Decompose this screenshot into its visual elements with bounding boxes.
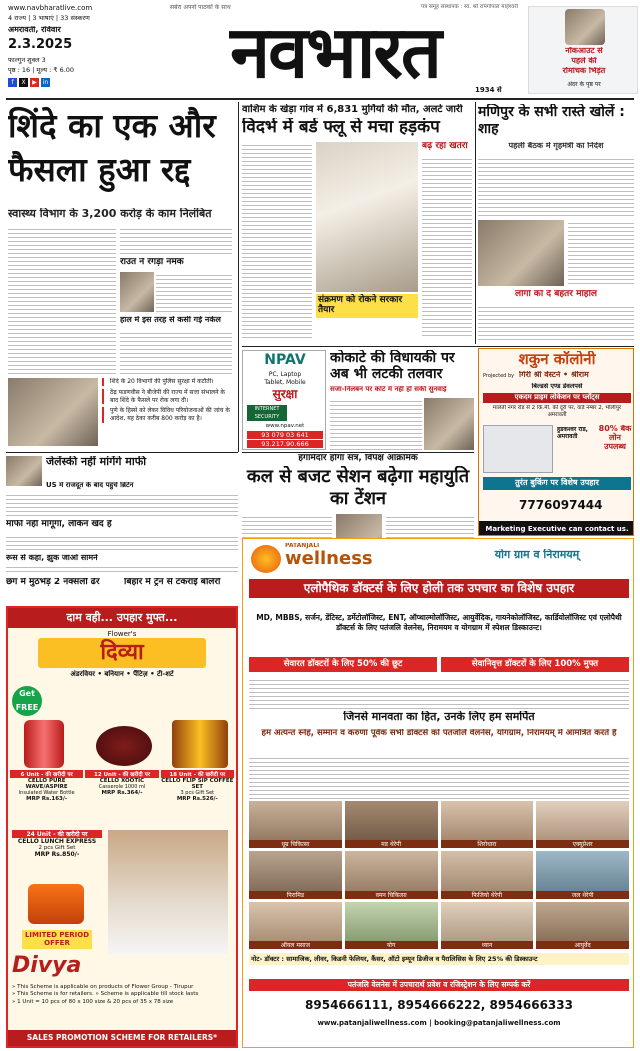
lead-bullets [102, 378, 232, 448]
shakun-headline: एकदम प्राइम लोकेशन पर प्लॉट्स [483, 393, 631, 403]
wellness-note: नोट- डॉक्टर : सामाजिक, लीवर, किडनी फेलियर, कैंसर, ऑटो इम्यून डिजीज व पैरालिसिस के लिए 25% की डिस्काउन्ट [249, 953, 629, 965]
npav-brand: NPAV [264, 353, 306, 368]
shakun-detail: मालती नगर रोड से 2 कि.मी. की दूरी पर, वार्ड नम्बर 2, भीलीपुर अमरावती [492, 405, 622, 419]
raut-photo [120, 272, 154, 312]
shakun-road: हुडकेश्वर रोड, अमरावती [557, 427, 588, 440]
zelensky-body-3 [6, 564, 238, 574]
tagline: सबेरा अपनो पाठकों के साथ [170, 4, 231, 11]
offer-item: CELLO LUNCH EXPRESS [17, 838, 97, 845]
shakun-brand: शकुन कॉलोनी [518, 351, 596, 368]
wellness-tagline: योग ग्राम व निरामयम् [494, 549, 580, 561]
lead-photo-caption-area [120, 226, 232, 256]
therapy-label: ऑयल मसाज [249, 941, 342, 949]
manipur-headline: मणिपुर के सभी रास्ते खोलें : शाह [478, 104, 625, 137]
wellness-intro-body [249, 677, 629, 709]
npav-badge: INTERNET SECURITY [247, 405, 287, 421]
manipur-body [478, 156, 634, 218]
kokate-photo [424, 398, 474, 450]
kokate-body [330, 398, 422, 450]
amit-shah-photo [478, 220, 564, 286]
therapy-tile [536, 902, 629, 949]
offer-item: CELLO XOOTIC [99, 778, 145, 784]
therapy-tile [345, 851, 438, 898]
zelensky-tail-title: रूस से कहा, झुक जाओ सामने [6, 554, 98, 562]
budget-kicker: हंगामेदार होगा सत्र, विपक्ष आक्रामक [298, 454, 418, 463]
offer-detail: 3 pcs Gift Set [180, 790, 215, 796]
lunchbox-image [28, 884, 84, 924]
wellness-body [249, 755, 629, 799]
poultry-photo [316, 142, 418, 292]
therapy-tile [249, 902, 342, 949]
divya-get-free: Get FREE [12, 686, 42, 716]
npav-ad[interactable] [242, 350, 326, 450]
wellness-phones[interactable]: 8954666111, 8954666222, 8954666333 [305, 999, 573, 1012]
x-icon[interactable]: X [19, 78, 28, 87]
divya-brand-top: Flower's [107, 630, 137, 638]
therapy-label: ध्यान [441, 941, 534, 949]
shakun-footer: Marketing Executive can contact us. [479, 521, 634, 536]
therapy-label: धूम्र चिकित्सा [249, 840, 342, 848]
shakun-loan: 80% बैंक लोन उपलब्ध [598, 425, 632, 451]
hindi-month: फाल्गुन शुक्ल 3 [8, 56, 46, 64]
therapy-label: फिजियो थेरेपी [441, 891, 534, 899]
coffee-set-image [172, 720, 228, 768]
wellness-specialties: MD, MBBS, सर्जन, डेंटिस्ट, डर्मेटोलॉजिस्ट, ENT, ऑप्थाल्मोलॉजिस्ट, आयुर्वेदिक, गायनेकोलॉजिस्ट, कार्डियोलॉजिस्ट एवं एलोपैथी डॉक्टर्स के लिए पतंजलि वेलनेस, निरामयम व योगग्राम में स्पेशल डिस्काउन्ट। [256, 613, 622, 633]
kokate-headline: कोकाटे की विधायकी पर अब भी लटकी तलवार [330, 350, 455, 383]
offer-item: CELLO FLIP SIP COFFEE SET [161, 778, 234, 790]
lead-box-body [156, 272, 232, 312]
divya-subline: अंडरवियर • बनियान • पैंटिज़ • टी-शर्ट [70, 670, 174, 678]
offer-label: 12 Unit - की खरीदी पर [85, 770, 158, 778]
offer-detail: Insulated Water Bottle [18, 790, 75, 796]
offer-mrp: MRP Rs.163/- [26, 796, 68, 802]
edition-info: 4 राज्य | 3 भाषाएं | 33 संस्करण [8, 14, 90, 22]
therapy-tile [249, 801, 342, 848]
offer-detail: Casserole 1000 ml [98, 784, 146, 790]
therapy-tile [441, 801, 534, 848]
wellness-patanjali: PATANJALI [285, 543, 320, 549]
offer-mrp: MRP Rs.850/- [34, 851, 80, 858]
wellness-subhead-2: हम अत्यन्त स्नेह, सम्मान व करुणा पूर्वक सभी डॉक्टर्स को पतंजलि वेलनेस, योगग्राम, निरामयम् में आमंत्रित करते हैं [261, 729, 617, 738]
kokate-subhead: सजा-निलंबन पर कोर्ट में नहीं हो सकी सुनवाई [330, 386, 447, 393]
offer-label: 18 Unit - की खरीदी पर [161, 770, 234, 778]
offer-detail: 2 pcs Gift Set [38, 845, 76, 851]
manipur-box-title: लोगों को दें बेहतर माहौल [514, 290, 598, 299]
manipur-subhead: पहली बैठक में गृहमंत्री का निर्देश [508, 142, 604, 150]
divya-terms [12, 984, 232, 1028]
lead-box-subtitle: हाल में इस तरह से कसी गई नकेल [120, 316, 221, 324]
promo-line-1: नॉकआउट से [565, 47, 603, 55]
therapy-label: जल थेरेपी [536, 891, 629, 899]
website[interactable]: www.navbharatlive.com [8, 4, 93, 12]
section-divider [242, 346, 634, 347]
npav-line-2: Tablet, Mobile [264, 379, 306, 386]
facebook-icon[interactable]: f [8, 78, 17, 87]
masthead [0, 0, 640, 98]
therapy-tile [345, 902, 438, 949]
social-icons [8, 78, 68, 88]
bird-flu-photo-caption: संक्रमण को रोकने सरकार तैयार [316, 294, 418, 318]
lead-body-col-1 [8, 226, 116, 376]
shakun-phone[interactable]: 7776097444 [519, 499, 603, 512]
therapy-label: वमन चिकित्सा [345, 891, 438, 899]
shakun-developer: बिल्डर्स एण्ड डेवलपर्स [531, 383, 583, 390]
shakun-brand-2: गिरी श्री वेस्टर्न • श्रीराम [519, 371, 589, 379]
divya-footer: SALES PROMOTION SCHEME FOR RETAILERS* [8, 1030, 236, 1046]
bird-flu-kicker: वाशिम के खेड़ा गांव में 6,831 मुर्गियों की मौत, अलर्ट जारी [242, 104, 463, 115]
naxal-headline: छग में मुठभेड़ 2 नक्सली ढेर [6, 578, 122, 588]
shakun-booking: तुरंत बुकिंग पर विशेष उपहार [483, 477, 631, 490]
offer-label: 6 Unit - की खरीदी पर [10, 770, 83, 778]
bottle-image [24, 720, 64, 768]
zelensky-headline: जेलेंस्की नहीं मांगेंगे माफी [46, 456, 147, 468]
lead-story[interactable] [6, 102, 236, 450]
zelensky-quote: माफी नहीं मांगूंगा, लेकिन खेद है [6, 520, 112, 529]
therapy-tile [345, 801, 438, 848]
divya-term: » This Scheme is for retailers. » Scheme is applicable till stock lasts [12, 991, 199, 998]
lead-bullet: शिंदे के 20 विभागों की पुलिस सुरक्षा में कटौती। [102, 378, 232, 386]
column-divider [475, 102, 476, 344]
train-headline: बिहार में ट्रेन से टकराई बोलेरो [124, 578, 238, 588]
therapy-label: शिरोधारा [441, 840, 534, 848]
npav-phone-2[interactable]: 93.217.90.666 [247, 440, 323, 448]
therapy-tile [441, 902, 534, 949]
promo-line-3: रोमांचक भिड़ंत [562, 67, 606, 75]
section-divider [242, 452, 474, 453]
youtube-icon[interactable]: ▶ [30, 78, 39, 87]
therapy-label: मड थेरेपी [345, 840, 438, 848]
npav-line-1: PC, Laptop [268, 371, 302, 378]
linkedin-icon[interactable]: in [42, 79, 49, 86]
bird-flu-headline: विदर्भ में बर्ड फ्लू से मचा हड़कंप [242, 118, 440, 137]
promo-line-2: पहले की [571, 57, 597, 65]
therapy-label: आयुर्वेद [536, 941, 629, 949]
masthead-title: नवभारत [230, 10, 440, 94]
npav-phone-1[interactable]: 93 079 03 641 [247, 431, 323, 439]
therapy-tile [441, 851, 534, 898]
zelensky-subhead: US में राजदूत के बाद पहुंचे ब्रिटेन [46, 482, 134, 489]
wellness-ad[interactable] [242, 538, 634, 1048]
wellness-discount-2: सेवानिवृत्त डॉक्टरों के लिए 100% मुफ्त [441, 657, 629, 672]
manipur-story[interactable] [478, 102, 634, 344]
zelensky-story[interactable] [6, 454, 238, 574]
shinde-photo [8, 378, 98, 446]
lead-box-body-2 [120, 330, 232, 376]
therapy-tile [536, 851, 629, 898]
divya-limited: LIMITED PERIOD OFFER [22, 930, 92, 949]
divya-term: » This Scheme is applicable on products of Flower Group - Tirupur [12, 984, 194, 990]
wellness-brand: wellness [285, 549, 373, 569]
divya-brand: दिव्या [38, 638, 206, 668]
budget-headline: कल से बजट सेशन बढ़ेगा महायुति का टेंशन [246, 466, 470, 509]
wellness-discount-1: सेवारत डॉक्टरों के लिए 50% की छूट [249, 657, 437, 672]
date: 2.3.2025 [8, 38, 73, 52]
bird-flu-box-title: बढ़ रहा खतरा [422, 142, 468, 151]
wellness-headline: एलोपैथिक डॉक्टर्स के लिए होली तक उपचार का विशेष उपहार [249, 579, 629, 598]
city-day: अमरावती, रविवार [8, 26, 61, 34]
wellness-subhead-1: जिनसे मानवता का हित, उनके लिए हम समर्पित [343, 711, 535, 723]
therapy-label: एक्यूप्रेशर [536, 840, 629, 848]
lead-bullet: पुणे के हिस्से को लेकर विविध परियोजनाओं की जांच के आदेश, यह ठेका करीब 800 करोड़ का है। [102, 407, 232, 423]
editor-line: पत्र समूह संस्थापक : स्व. श्री रामगोपाल माहेश्वरी [421, 4, 518, 10]
top-promo[interactable] [528, 6, 638, 94]
therapy-grid [249, 801, 629, 949]
lead-subhead: स्वास्थ्य विभाग के 3,200 करोड़ के काम निलंबित [8, 208, 212, 220]
offer-card-4 [12, 830, 102, 880]
casserole-image [96, 726, 152, 766]
manipur-body-2 [568, 220, 634, 286]
bird-flu-body [242, 142, 312, 338]
divya-ad[interactable] [6, 606, 238, 1048]
lotus-icon [251, 545, 281, 573]
zelensky-body [6, 492, 238, 518]
divya-brand-bottom: Divya [12, 954, 82, 978]
wellness-contact-title: पतंजलि वेलनेस में उपचारार्थ प्रवेश व रजिस्ट्रेशन के लिए सम्पर्क करें [249, 979, 629, 991]
offer-card [85, 770, 158, 824]
promo-sub: अंदर के पृष्ठ पर [567, 81, 601, 88]
price-line: पृष्ठ : 16 | मूल्य : ₹ 6.00 [8, 66, 75, 74]
bird-flu-story[interactable] [242, 102, 472, 344]
npav-product: सुरक्षा [272, 388, 298, 401]
offer-label: 24 Unit - की खरीदी पर [12, 830, 102, 838]
lead-headline: शिंदे का एक और फैसला हुआ रद्द [8, 106, 216, 189]
wellness-site[interactable]: www.patanjaliwellness.com | booking@patanjaliwellness.com [317, 1019, 561, 1027]
npav-site[interactable]: www.npav.net [265, 423, 305, 429]
offer-mrp: MRP Rs.526/- [176, 796, 218, 802]
bird-flu-box-body [422, 156, 472, 338]
offer-card [10, 770, 83, 824]
lead-box-title: राउत ने रगड़ा नमक [120, 258, 184, 267]
model-photo [108, 830, 228, 954]
therapy-tile [249, 851, 342, 898]
divya-title: दाम वही... उपहार मुफ्त... [8, 608, 236, 628]
therapy-tile [536, 801, 629, 848]
zelensky-body-2 [6, 534, 238, 552]
column-divider [238, 102, 239, 452]
therapy-label: पिरामिड [249, 891, 342, 899]
offer-row [8, 770, 236, 824]
founded: 1934 से [475, 86, 502, 94]
offer-card [161, 770, 234, 824]
manipur-body-3 [478, 304, 634, 342]
offer-item: CELLO PURE WAVE/ASPIRE [25, 778, 68, 790]
therapy-label: योग [345, 941, 438, 949]
divya-term: » 1 Unit = 10 pcs of 80 x 100 size & 20 pcs of 35 x 78 size [12, 998, 174, 1005]
masthead-divider [6, 98, 634, 100]
offer-mrp: MRP Rs.364/- [101, 790, 143, 796]
cricketer-photo [565, 9, 605, 45]
shakun-projected: Projected by [483, 373, 515, 379]
lead-bullet: ठेंद्र फडणवीस ने बीजेपी की राज्य में सत्ता संभालने के बाद शिंदे के फैसले पर रोक लगा दी। [102, 389, 232, 405]
section-divider [6, 452, 238, 453]
zelensky-photo [6, 456, 42, 486]
kokate-story[interactable] [242, 348, 474, 452]
